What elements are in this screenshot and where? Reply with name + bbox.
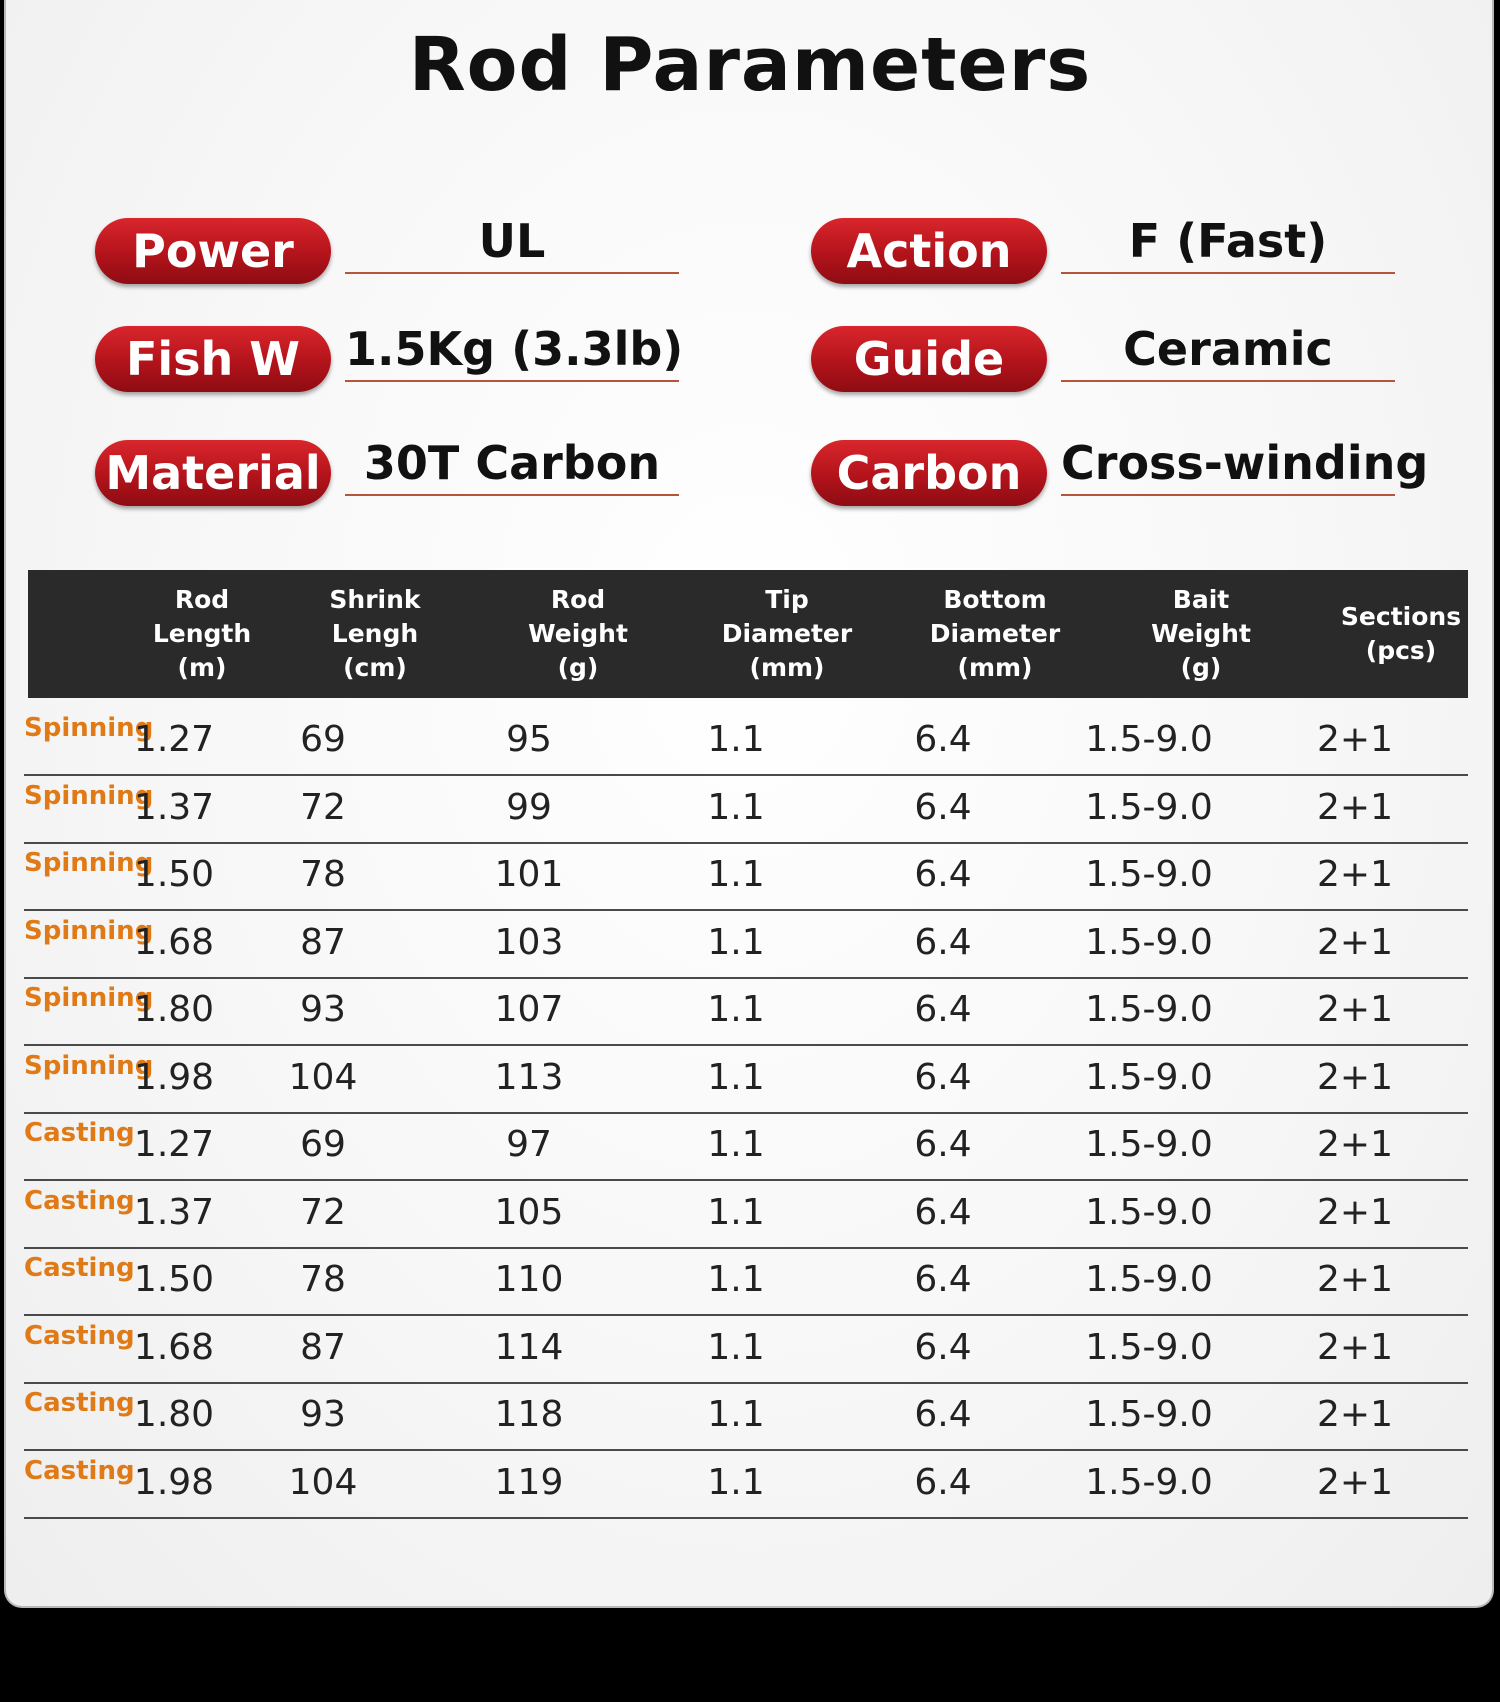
table-cell: 78 [300,1259,346,1300]
table-cell: 2+1 [1317,989,1393,1030]
table-cell: 1.98 [133,1461,215,1503]
spec-label-fish-weight: Fish W [95,326,331,392]
spec-label-guide: Guide [811,326,1047,392]
table-cell: 1.80 [133,989,215,1030]
rod-type-label: Spinning [24,713,154,743]
spec-value-power: UL [345,210,679,274]
table-cell: 95 [506,719,552,760]
rod-type-label: Casting [24,1320,135,1351]
table-cell: 69 [300,719,346,760]
table-cell: 101 [494,854,564,895]
header-rod-weight: Rod Weight (g) [528,585,628,682]
header-sections: Sections (pcs) [1340,602,1462,665]
table-row [24,842,1468,911]
table-cell: 1.5-9.0 [1085,1461,1213,1503]
table-row [24,1180,1468,1249]
header-shrink-length: Shrink Lengh (cm) [329,585,421,682]
table-cell: 87 [300,1326,346,1368]
table-cell: 2+1 [1317,1326,1393,1368]
table-cell: 1.1 [707,1461,765,1503]
spec-value-action: F (Fast) [1061,210,1395,274]
table-cell: 6.4 [914,1259,972,1300]
table-header [28,570,1468,698]
table-cell: 72 [300,786,346,828]
table-cell: 1.68 [133,921,215,963]
table-cell: 1.1 [707,1326,765,1368]
table-row [24,707,1468,776]
table-cell: 1.5-9.0 [1085,1056,1213,1098]
rod-type-label: Spinning [24,983,154,1013]
header-rod-length: Rod Length (m) [152,585,252,682]
table-cell: 2+1 [1317,1259,1393,1300]
table-cell: 1.98 [133,1056,215,1098]
table-cell: 1.5-9.0 [1085,786,1213,828]
spec-label-carbon: Carbon [811,440,1047,506]
table-row [24,1045,1468,1114]
spec-value-material: 30T Carbon [345,432,679,496]
header-bait-weight: Bait Weight (g) [1151,585,1251,682]
spec-label-material: Material [95,440,331,506]
table-row [24,910,1468,979]
table-cell: 1.37 [133,786,215,828]
table-cell: 119 [494,1461,564,1503]
table-cell: 87 [300,921,346,963]
table-cell: 99 [506,786,552,828]
table-cell: 6.4 [914,1191,972,1233]
table-cell: 72 [300,1191,346,1233]
table-cell: 1.5-9.0 [1085,1394,1213,1435]
table-cell: 2+1 [1317,1056,1393,1098]
table-cell: 1.27 [133,719,215,760]
table-cell: 113 [494,1056,564,1098]
table-cell: 1.1 [707,854,765,895]
table-cell: 93 [300,989,346,1030]
table-cell: 2+1 [1317,1461,1393,1503]
table-cell: 6.4 [914,1056,972,1098]
table-row [24,1315,1468,1384]
table-cell: 1.5-9.0 [1085,1124,1213,1165]
rod-type-label: Spinning [24,915,154,946]
table-cell: 103 [494,921,564,963]
table-cell: 1.1 [707,1259,765,1300]
table-cell: 1.5-9.0 [1085,989,1213,1030]
table-row [24,1247,1468,1316]
table-cell: 1.1 [707,989,765,1030]
table-cell: 93 [300,1394,346,1435]
rod-type-label: Casting [24,1253,135,1283]
rod-type-label: Casting [24,1118,135,1148]
rod-type-label: Spinning [24,780,154,811]
table-row [24,1112,1468,1181]
table-cell: 97 [506,1124,552,1165]
table-cell: 2+1 [1317,854,1393,895]
table-cell: 78 [300,854,346,895]
table-cell: 107 [494,989,564,1030]
page-title: Rod Parameters [408,22,1092,108]
table-cell: 2+1 [1317,1191,1393,1233]
table-row [24,775,1468,844]
table-cell: 6.4 [914,786,972,828]
table-cell: 2+1 [1317,1394,1393,1435]
table-cell: 6.4 [914,1124,972,1165]
rod-type-label: Spinning [24,1050,154,1081]
spec-value-carbon: Cross-winding [1061,432,1395,496]
rod-type-label: Casting [24,1455,135,1486]
table-cell: 104 [288,1056,358,1098]
table-cell: 1.1 [707,1124,765,1165]
table-cell: 6.4 [914,719,972,760]
table-cell: 2+1 [1317,786,1393,828]
table-cell: 6.4 [914,1326,972,1368]
table-cell: 2+1 [1317,921,1393,963]
spec-value-guide: Ceramic [1061,318,1395,382]
table-cell: 1.1 [707,786,765,828]
header-tip-diameter: Tip Diameter (mm) [721,585,853,682]
spec-label-power: Power [95,218,331,284]
spec-label-action: Action [811,218,1047,284]
table-cell: 1.1 [707,719,765,760]
table-cell: 1.68 [133,1326,215,1368]
table-cell: 1.1 [707,921,765,963]
table-row [24,977,1468,1046]
table-cell: 1.1 [707,1394,765,1435]
spec-value-fish-weight: 1.5Kg (3.3lb) [345,318,679,382]
table-cell: 6.4 [914,1461,972,1503]
table-cell: 118 [494,1394,564,1435]
table-cell: 6.4 [914,854,972,895]
table-cell: 1.37 [133,1191,215,1233]
table-cell: 105 [494,1191,564,1233]
table-row [24,1382,1468,1451]
table-cell: 1.5-9.0 [1085,1259,1213,1300]
table-cell: 114 [494,1326,564,1368]
table-cell: 1.5-9.0 [1085,719,1213,760]
table-cell: 1.5-9.0 [1085,1191,1213,1233]
rod-type-label: Casting [24,1185,135,1216]
table-cell: 104 [288,1461,358,1503]
table-cell: 69 [300,1124,346,1165]
table-row [24,1450,1468,1519]
header-bottom-diameter: Bottom Diameter (mm) [929,585,1061,682]
table-cell: 1.1 [707,1191,765,1233]
table-cell: 6.4 [914,921,972,963]
table-cell: 6.4 [914,1394,972,1435]
table-cell: 1.50 [133,854,215,895]
table-cell: 1.27 [133,1124,215,1165]
table-cell: 1.50 [133,1259,215,1300]
table-cell: 1.80 [133,1394,215,1435]
table-cell: 110 [494,1259,564,1300]
table-cell: 2+1 [1317,719,1393,760]
table-cell: 2+1 [1317,1124,1393,1165]
table-cell: 1.5-9.0 [1085,1326,1213,1368]
table-cell: 1.1 [707,1056,765,1098]
rod-type-label: Casting [24,1388,135,1418]
table-cell: 1.5-9.0 [1085,854,1213,895]
table-cell: 1.5-9.0 [1085,921,1213,963]
table-cell: 6.4 [914,989,972,1030]
rod-type-label: Spinning [24,848,154,878]
